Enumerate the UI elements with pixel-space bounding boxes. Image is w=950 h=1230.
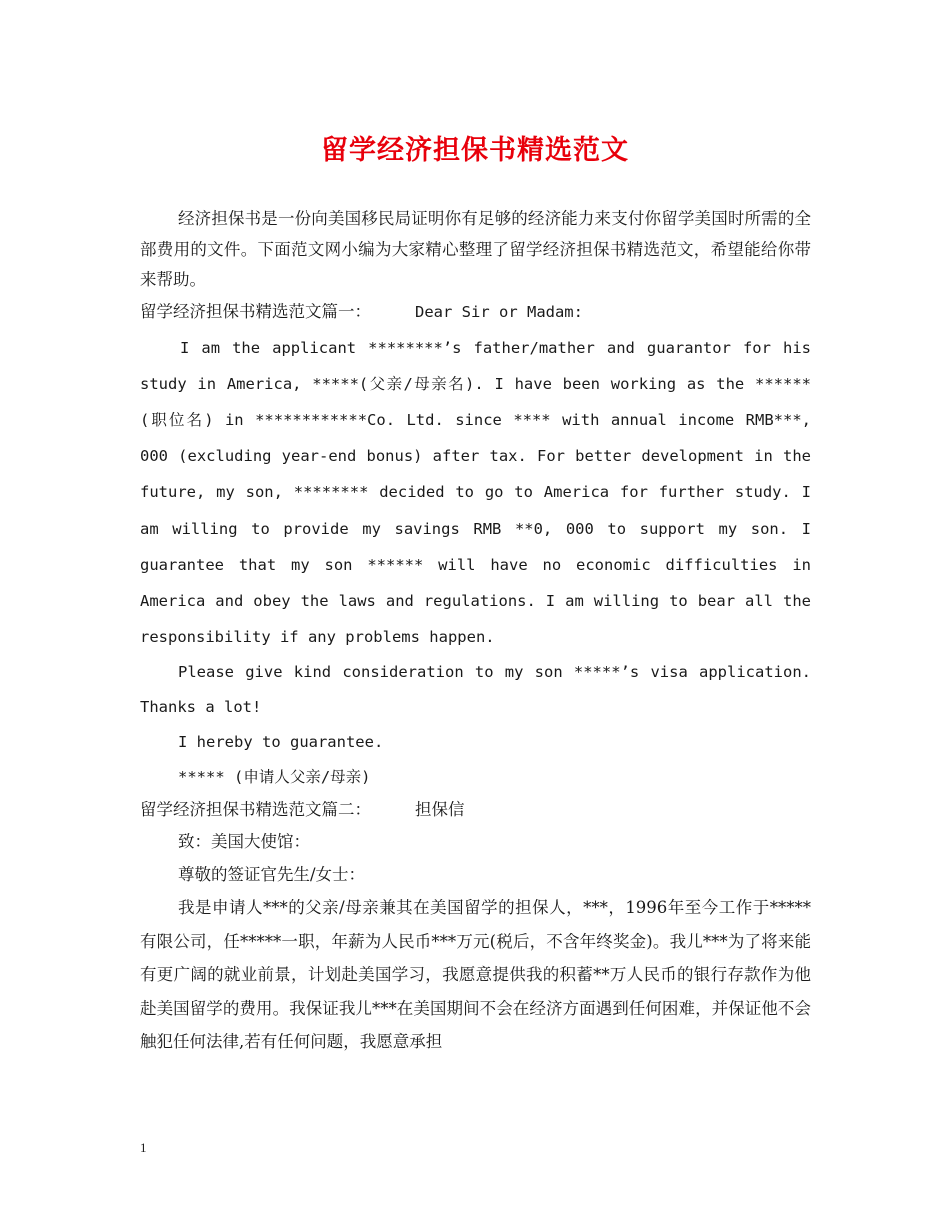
section1-heading-line <box>140 296 811 328</box>
section2-heading-line <box>140 794 811 825</box>
document-title: 留学经济担保书精选范文 <box>321 135 629 166</box>
intro-paragraph: 经济担保书是一份向美国移民局证明你有足够的经济能力来支付你留学美国时所需的全部费用的文件。下面范文网小编为大家精心整理了留学经济担保书精选范文，希望能给你带来帮助。 <box>140 209 811 289</box>
section2-heading: 留学经济担保书精选范文篇二： <box>140 800 371 820</box>
section2-heading-title: 担保信 <box>415 800 465 820</box>
section1-heading: 留学经济担保书精选范文篇一： <box>140 301 371 321</box>
document-body <box>140 204 811 1059</box>
section1-closing: Please give kind consideration to my son *****’s visa application. Thanks a lot! <box>140 663 811 717</box>
section1-salutation: Dear Sir or Madam: <box>415 302 583 321</box>
section1-paragraph: I am the applicant ********’s father/mather and guarantor for his study in America, *****(父亲/母亲名). I have been working as the ******(职位名) in ************Co. Ltd. since **** with annual income RMB***, 000 (excluding year-end bonus) after tax. For better development in the future, my son, ******** decided to go to America for further study. I am willing to provide my savings RMB **0, 000 to support my son. I guarantee that my son ****** will have no economic difficulties in America and obey the laws and regulations. I am willing to bear all the responsibility if any problems happen. <box>140 338 811 647</box>
section1-guarantee: I hereby to guarantee. <box>178 733 384 752</box>
section2-to: 致：美国大使馆： <box>178 832 310 852</box>
section2-paragraph: 我是申请人***的父亲/母亲兼其在美国留学的担保人，***，1996年至今工作于*****有限公司，任*****一职，年薪为人民币***万元(税后，不含年终奖金)。我儿***为了将来能有更广阔的就业前景，计划赴美国学习，我愿意提供我的积蓄**万人民币的银行存款作为他赴美国留学的费用。我保证我儿***在美国期间不会在经济方面遇到任何困难，并保证他不会触犯任何法律,若有任何问题，我愿意承担 <box>140 898 811 1052</box>
section1-signature: ***** (申请人父亲/母亲) <box>178 767 371 786</box>
section2-salutation: 尊敬的签证官先生/女士： <box>178 865 366 885</box>
page-number: 1 <box>140 1140 147 1155</box>
